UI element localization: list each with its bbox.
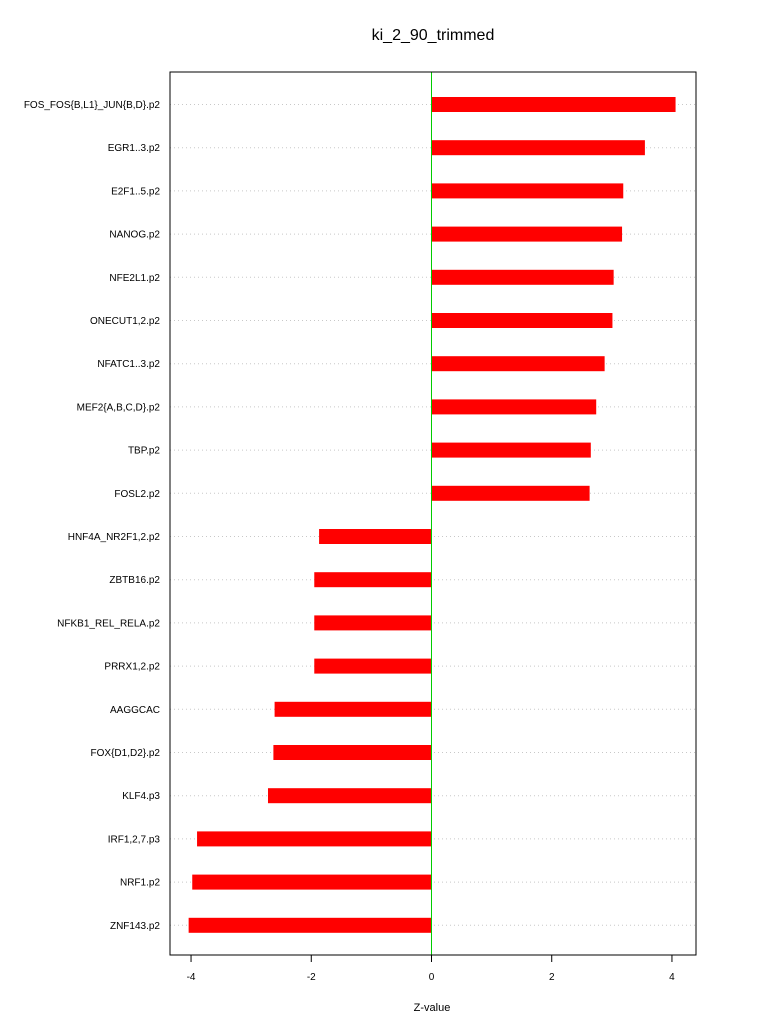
bar (431, 97, 675, 112)
category-label: EGR1..3.p2 (107, 143, 160, 155)
bar (431, 313, 612, 328)
x-tick-label: 4 (669, 972, 675, 983)
category-labels (24, 100, 161, 932)
category-label: FOS_FOS{B,L1}_JUN{B,D}.p2 (23, 100, 160, 111)
bar (275, 702, 432, 717)
bar (197, 831, 431, 846)
bar (431, 140, 644, 155)
bar (431, 183, 623, 198)
category-label: NFE2L1.p2 (109, 272, 160, 284)
category-label: NANOG.p2 (109, 229, 160, 241)
category-label: TBP.p2 (127, 445, 160, 457)
category-label: NFATC1..3.p2 (97, 359, 160, 371)
bar (431, 227, 622, 242)
bar (431, 270, 613, 285)
category-label: E2F1..5.p2 (111, 186, 160, 198)
plot-frame (170, 72, 696, 955)
bar (431, 443, 590, 458)
category-label: NRF1.p2 (119, 877, 160, 889)
bars (189, 97, 676, 933)
bar (314, 572, 431, 587)
bar (431, 356, 604, 371)
category-label: ONECUT1,2.p2 (89, 316, 160, 327)
x-tick-label: 0 (428, 972, 435, 983)
bar (319, 529, 431, 544)
bar (314, 615, 431, 630)
bar (314, 659, 431, 674)
category-label: NFKB1_REL_RELA.p2 (57, 618, 160, 630)
x-axis-label: Z-value (413, 1002, 451, 1014)
category-label: ZBTB16.p2 (109, 575, 160, 587)
bar (273, 745, 431, 760)
bar (431, 399, 596, 414)
category-label: PRRX1,2.p2 (104, 661, 160, 673)
category-label: IRF1,2,7.p3 (107, 834, 160, 846)
x-axis (187, 955, 676, 983)
bar (189, 918, 432, 933)
category-label: AAGGCAC (109, 704, 160, 716)
category-label: HNF4A_NR2F1,2.p2 (67, 532, 160, 543)
category-label: MEF2{A,B,C,D}.p2 (76, 402, 160, 414)
x-tick-label: -2 (306, 972, 316, 983)
bar (431, 486, 589, 501)
category-label: KLF4.p3 (122, 791, 160, 803)
chart-title: ki_2_90_trimmed (371, 27, 495, 44)
bar (268, 788, 432, 803)
x-tick-label: 2 (548, 972, 555, 983)
x-tick-label: -4 (186, 972, 196, 983)
category-label: ZNF143.p2 (109, 920, 160, 932)
category-label: FOX{D1,D2}.p2 (90, 748, 160, 759)
bar (192, 875, 431, 890)
category-label: FOSL2.p2 (114, 488, 160, 500)
